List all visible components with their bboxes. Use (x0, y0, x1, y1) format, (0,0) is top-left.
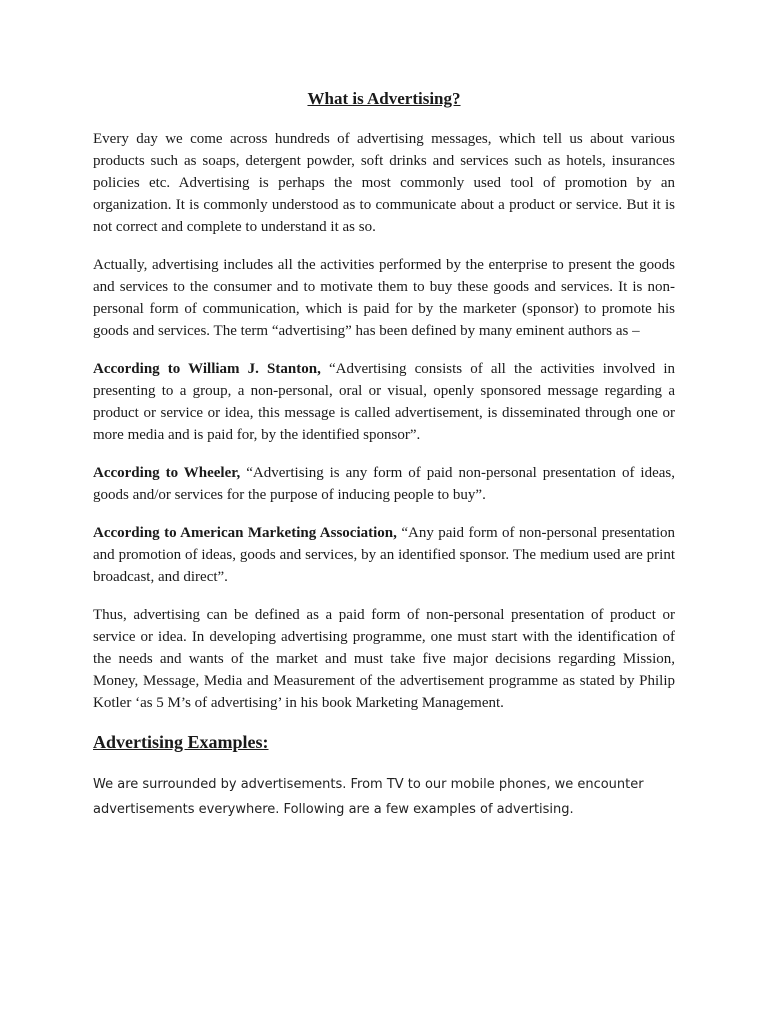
page-title: What is Advertising? (307, 89, 461, 108)
examples-paragraph: We are surrounded by advertisements. From TV to our mobile phones, we encounter advertisements everywhere. Following are a few examples of advertising. (93, 777, 644, 817)
intro-paragraph: Every day we come across hundreds of advertising messages, which tell us about various products such as soaps, detergent powder, soft drinks and services such as hotels, insurances policies etc. Advertising is perhaps the most commonly used tool of promotion by an organization. It is commonly understood as to communicate about a product or service. But it is not correct and complete to understand it as so. (93, 131, 675, 235)
definition-intro-paragraph: Actually, advertising includes all the activities performed by the enterprise to present the goods and services to the consumer and to motivate them to buy these goods and services. It is non-personal form of communication, which is paid for by the marketer (sponsor) to promote his goods and services. The term “advertising” has been defined by many eminent authors as – (93, 257, 675, 339)
document-page (93, 88, 675, 822)
ama-lead: According to American Marketing Association, (93, 525, 397, 541)
summary-paragraph: Thus, advertising can be defined as a paid form of non-personal presentation of product or service or idea. In developing advertising programme, one must start with the identification of the needs and wants of the market and must take five major decisions regarding Mission, Money, Message, Media and Measurement of the advertisement programme as stated by Philip Kotler ‘as 5 M’s of advertising’ in his book Marketing Management. (93, 607, 675, 711)
stanton-definition (93, 358, 675, 446)
ama-definition (93, 522, 675, 588)
stanton-lead: According to William J. Stanton, (93, 361, 321, 377)
examples-heading: Advertising Examples: (93, 732, 269, 752)
wheeler-text: “Advertising is any form of paid non-personal presentation of ideas, goods and/or services for the purpose of inducing people to buy”. (93, 465, 675, 503)
wheeler-lead: According to Wheeler, (93, 465, 241, 481)
ama-text: “Any paid form of non-personal presentation and promotion of ideas, goods and services, by an identified sponsor. The medium used are print broadcast, and direct”. (93, 525, 676, 585)
wheeler-definition (93, 462, 675, 506)
stanton-text: “Advertising consists of all the activities involved in presenting to a group, a non-personal, oral or visual, openly sponsored message regarding a product or service or idea, this message is called advertisement, is disseminated through one or more media and is paid for, by the identified sponsor”. (93, 361, 675, 443)
